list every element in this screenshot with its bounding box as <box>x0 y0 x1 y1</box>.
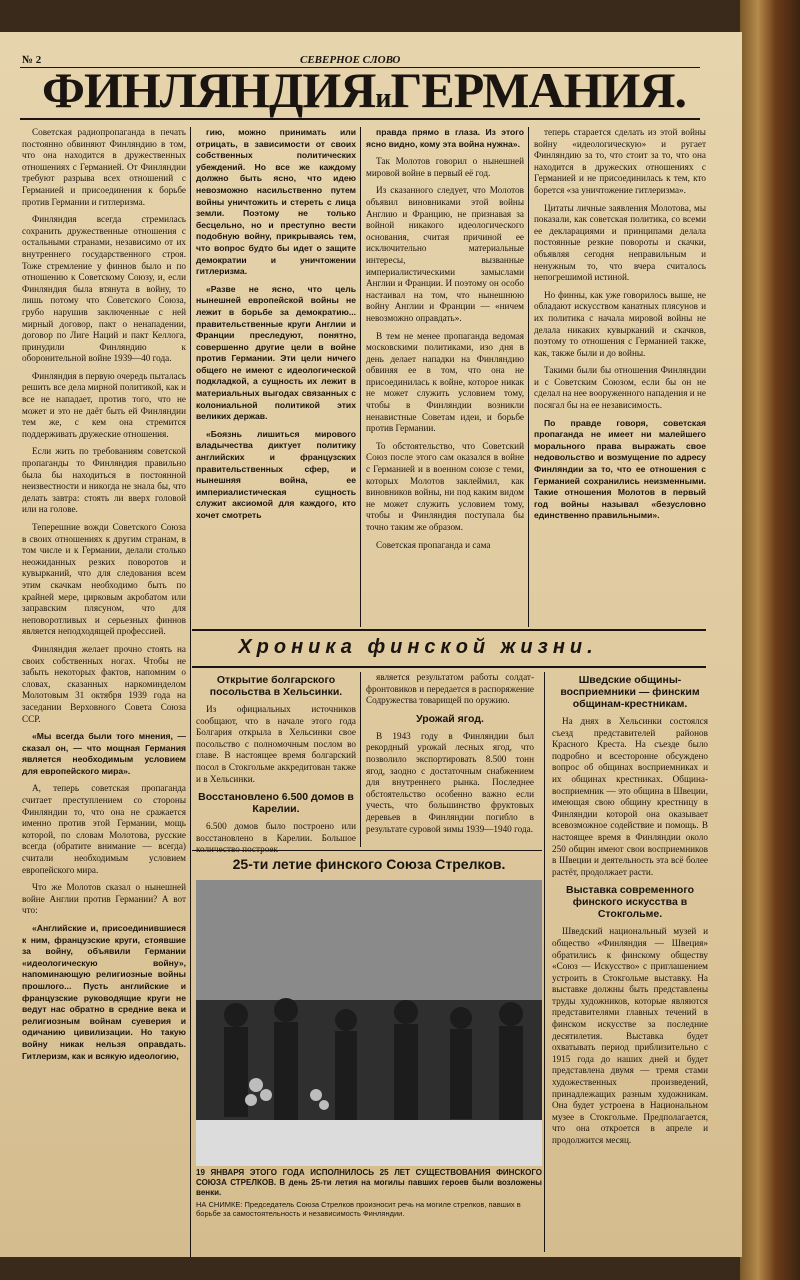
article-paragraph: Что же Молотов сказал о нынешней войне Англии против Германии? А вот что: <box>22 882 186 916</box>
book-binding <box>740 0 800 1280</box>
news-title: Открытие болгарского посольства в Хельсинки. <box>209 674 343 698</box>
article-paragraph: Советская пропаганда и сама <box>376 539 491 550</box>
news-title: Выставка современного финского искусства в Стокгольме. <box>565 884 694 921</box>
news-text: является результатом работы солдат-фронтовиков и передается в распоряжение Содружества товарищей по оружию. <box>366 672 534 706</box>
newspaper-page <box>0 32 742 1257</box>
news-title: Шведские общины-восприемники — финским общинам-крестникам. <box>560 674 700 710</box>
news-photo <box>196 880 542 1166</box>
chronicle-column-a <box>196 672 356 847</box>
headline-connector: и <box>375 83 391 114</box>
news-text: Из официальных источников сообщают, что в начале этого года Болгария открыла в Хельсинки свое посольство с полномочным послом во главе. В настоящее время болгарский посол в Стокгольме аккредитован также и в Хельсинки. <box>196 704 356 784</box>
molotov-quote: «Разве не ясно, что цель нынешней европейской войны не лежит в борьбе за демократию... правительственные круги Англии и Франции преследуют, понятно, совершенно другие цели в войне против Германии. Эти цели ничего общего не имеют с идеологической подкладкой, а сущность их лежит в материальных выгодах связанных с колониальной политикой этих великих держав. <box>196 283 356 422</box>
article-paragraph: теперь старается сделать из этой войны войну «идеологическую» и ругает Финляндию за то, что стоит за то, что она находится в дружеских отношениях с Германией и не присоединилась к тем, кто борется «за уничтожение гитлеризма». <box>534 127 706 195</box>
molotov-quote: гию, можно принимать или отрицать, в зависимости от своих собственных политических убеждений. Но все же каждому должно быть ясно, что идею невозможно насильственно путем войны уничтожить и стереть с лица земли. Поэтому не только бесцельно, но и преступно вести подобную войну, прикрываясь тем, что вопрос будто бы идет о защите демократии и уничтожении гитлеризма. <box>196 127 356 277</box>
headline-part2: ГЕРМАНИЯ. <box>390 62 686 118</box>
molotov-quote: «Мы всегда были того мнения, — сказал он, — что мощная Германия является необходимым условием для европейского мира». <box>22 731 186 776</box>
article-column-1 <box>22 127 186 1257</box>
chronicle-column-c <box>552 672 708 1252</box>
article-paragraph: Советская радиопропаганда в печать постоянно обвиняют Финляндию в том, что она находится в дружественных отношениях с Германией. От Финляндии требуют разрыва всех отношений с Германией и присоединения к борьбе против Германии и гитлеризма. <box>22 127 186 207</box>
article-paragraph: Теперешние вожди Советского Союза в своих отношениях к другим странам, в том числе и к Германии, делали столько неожиданных резких поворотов и кувырканий, что для следования всем этим скачкам необходимо быть по крайней мере, цирковым акробатом или заправским плясуном, что для неповоротливых и серьезных финнов является неподходящей профессией. <box>22 522 186 637</box>
article-paragraph: Цитаты личные заявления Молотова, мы показали, как советская политика, со всеми ее декларациями и принципами делала постоянные резкие повороты и скачки, объявляя сегодня неправильным и ненужным то, что вчера считалось непогрешимой истиной. <box>534 202 706 283</box>
article-paragraph: Финляндия желает прочно стоять на своих собственных ногах. Чтобы не забыть некоторых фактов, напомним о словах, сказанных наркоминделом Молотовым 31 октября 1939 года на заседании Верховного Совета Союза ССР. <box>22 643 186 724</box>
news-text: Шведский национальный музей и общество «Финляндия — Швеция» обратились к финскому обществу «Союз — Искусство» с приглашением устроить в Стокгольме выставку. На выставке должны быть представлены труды художников, которые являются представителями главных течений в финском искусстве за последние десятилетия. Выставка будет охватывать период приблизительно с 1915 года до наших дней и будет представлена двумя — тремя стами художественных произведений, принадлежащих разным художникам. Она будет устроена в Национальном музее в Стокгольме. Предполагается, что она откроется в апреле и продолжится месяц. <box>552 926 708 1145</box>
news-text: На днях в Хельсинки состоялся съезд представителей районов Красного Креста. На съезде было подробно и всесторонне обсуждено вопрос об общинах восприемниках и их общинах крестниках. Община-восприемник — это община в Швеции, имеющая свою общину крестницу в Финляндии которой она оказывает всевозможное содействие и помощь. В настоящее время в Финляндии около 250 общин имеют свои восприемников в Швеции и деятельность эта всё более растёт, продолжает расти. <box>552 716 708 877</box>
crowd-photo-image <box>196 880 542 1166</box>
article-paragraph: То обстоятельство, что Советский Союз после этого сам оказался в войне с Германией и в военном союзе с теми, которых Молотов заклеймил, как виновников войны, ни под каким видом не может служить условием тому, чтобы и Финляндия поступала бы точно таким же образом. <box>366 440 524 532</box>
article-paragraph: В тем не менее пропаганда ведомая московскими политиками, изо дня в день делает нападки на Финляндию обвиняя ее в том, что она не присоединилась к войне, которое никак не может служить условием тому, чтобы в Финляндии возникли ненавистные Советам идеи, и борьбе против Германии. <box>366 330 524 434</box>
news-title: Восстановлено 6.500 домов в Карелии. <box>198 791 354 816</box>
newspaper-name: СЕВЕРНОЕ СЛОВО <box>300 54 401 66</box>
article-paragraph: Если жить по требованиям советской пропаганды то Финляндия правильно была бы находиться в постоянной неизвестности и никогда не знала бы, что делать завтра: стоять ли вверх головой или на голове. <box>22 446 186 515</box>
news-title: Урожай ягод. <box>416 712 484 725</box>
article-paragraph: Но финны, как уже говорилось выше, не обладают искусством канатных плясунов и их политика с начала мировой войны не делала никаких кувырканий и скачков, поэтому то отношения с Германией также, как, также были и до войны. <box>534 289 706 358</box>
article-paragraph: Так Молотов говорил о нынешней мировой войне в первый её год. <box>366 156 524 178</box>
article-column-2 <box>196 127 356 627</box>
page-number: № 2 <box>22 54 42 66</box>
chronicle-heading: Хроника финской жизни. <box>238 636 598 658</box>
article-paragraph: А, теперь советская пропаганда считает преступлением со стороны Финляндии то, что она не сражается именно против этой Германии, мощь которой, по словам Молотова, русские всегда (обратите внимание — всегда) считали необходимым условием европейского мира. <box>22 783 186 875</box>
molotov-quote: правда прямо в глаза. Из этого ясно видно, кому эта война нужна». <box>366 127 524 149</box>
article-paragraph: Финляндия всегда стремилась сохранить дружественные отношения с остальными странами, независимо от их внутреннего государственного строя. Тоже стремление у финнов было и по отношению к Советскому Союзу, и, если Финляндия была втянута в войну, то лишь потому что Советского Союза, грубо нарушив заключенные с ней мирный договор, пакт о ненападении, договор по Лиге Наций и пакт Келлога, принудили Финляндию к оборонительной войне 1939—40 года. <box>22 214 186 364</box>
article-paragraph: Финляндия в первую очередь пыталась решить все дела мирной политикой, как и все не нападает, против того, что не может и это не даёт быть ей Финляндии тем же, с кем она стремится поддерживать дружеские отношения. <box>22 370 187 439</box>
headline-part1: ФИНЛЯНДИЯ <box>42 62 376 118</box>
headline <box>24 62 704 118</box>
photo-title: 25-ти летие финского Союза Стрелков. <box>232 856 506 872</box>
news-text: В 1943 году в Финляндии был рекордный урожай лесных ягод, что позволило экспортировать 8.500 тонн ягод, заодно с достаточным снабжением для внутреннего рынка. Последнее обстоятельство особенно важно если учесть, что большинство фруктовых деревьев в Финляндии погибло в результате суровой зимы 1939—1940 года. <box>366 730 534 834</box>
molotov-quote: «Боязнь лишиться мирового владычества диктует политику английских и французских правительственных сфер, и нынешняя война, ее империалистическая сущность служит аксиомой для каждого, кто хочет смотреть <box>196 428 356 520</box>
news-text: 6.500 домов было построено или восстановлено в Карелии. Большое <box>196 821 356 843</box>
article-paragraph: Такими были бы отношения Финляндии и с Советским Союзом, если бы он не сделал на нее вооруженного нападения и не посягал бы на ее независимость. <box>534 365 706 411</box>
photo-caption: 19 ЯНВАРЯ ЭТОГО ГОДА ИСПОЛНИЛОСЬ 25 ЛЕТ СУЩЕСТВОВАНИЯ ФИНСКОГО СОЮЗА СТРЕЛКОВ. В день 25-ти летия на могилы павших героев были возложены венки. <box>196 1168 542 1197</box>
article-paragraph: По правде говоря, советская пропаганда не имеет ни малейшего морального права выражать свое недовольство и возмущение по адресу Финляндии за то, что ее отношения с Германией сохранились неизменными. Такие отношения Молотов в первый год войны называл «безусловно единственно правильными». <box>534 417 706 521</box>
article-paragraph: Из сказанного следует, что Молотов объявил виновниками этой войны Англию и Францию, не признавая за войной никакого идеологического основания, считая причиной ее исключительно материальные интересы, вызванные империалистическими замыслами Англии и Франции. И поэтому он особо настаивал на том, что нынешнюю войну Англии и Франции — «ничем невозможно оправдать». <box>366 185 524 323</box>
chronicle-column-b <box>366 672 534 847</box>
article-column-3 <box>366 127 524 627</box>
article-column-4 <box>534 127 706 627</box>
molotov-quote: «Английские и, присоединившиеся к ним, французские круги, стоявшие за войну, объявили Германии «идеологическую войну», напоминающую религиозные войны прошлого... Пусть английские и французские руководящие круги не ведут нас обратно в средние века и религиозным войнам суеверия и одичанию цивилизации. Но такую войну никак нельзя оправдать. Гитлеризм, как и всякую идеологию, <box>22 923 186 1061</box>
photo-caption-detail: НА СНИМКЕ: Председатель Союза Стрелков произносит речь на могиле стрелков, павших в борьбе за самостоятельность и независимость Финляндии. <box>196 1200 521 1218</box>
